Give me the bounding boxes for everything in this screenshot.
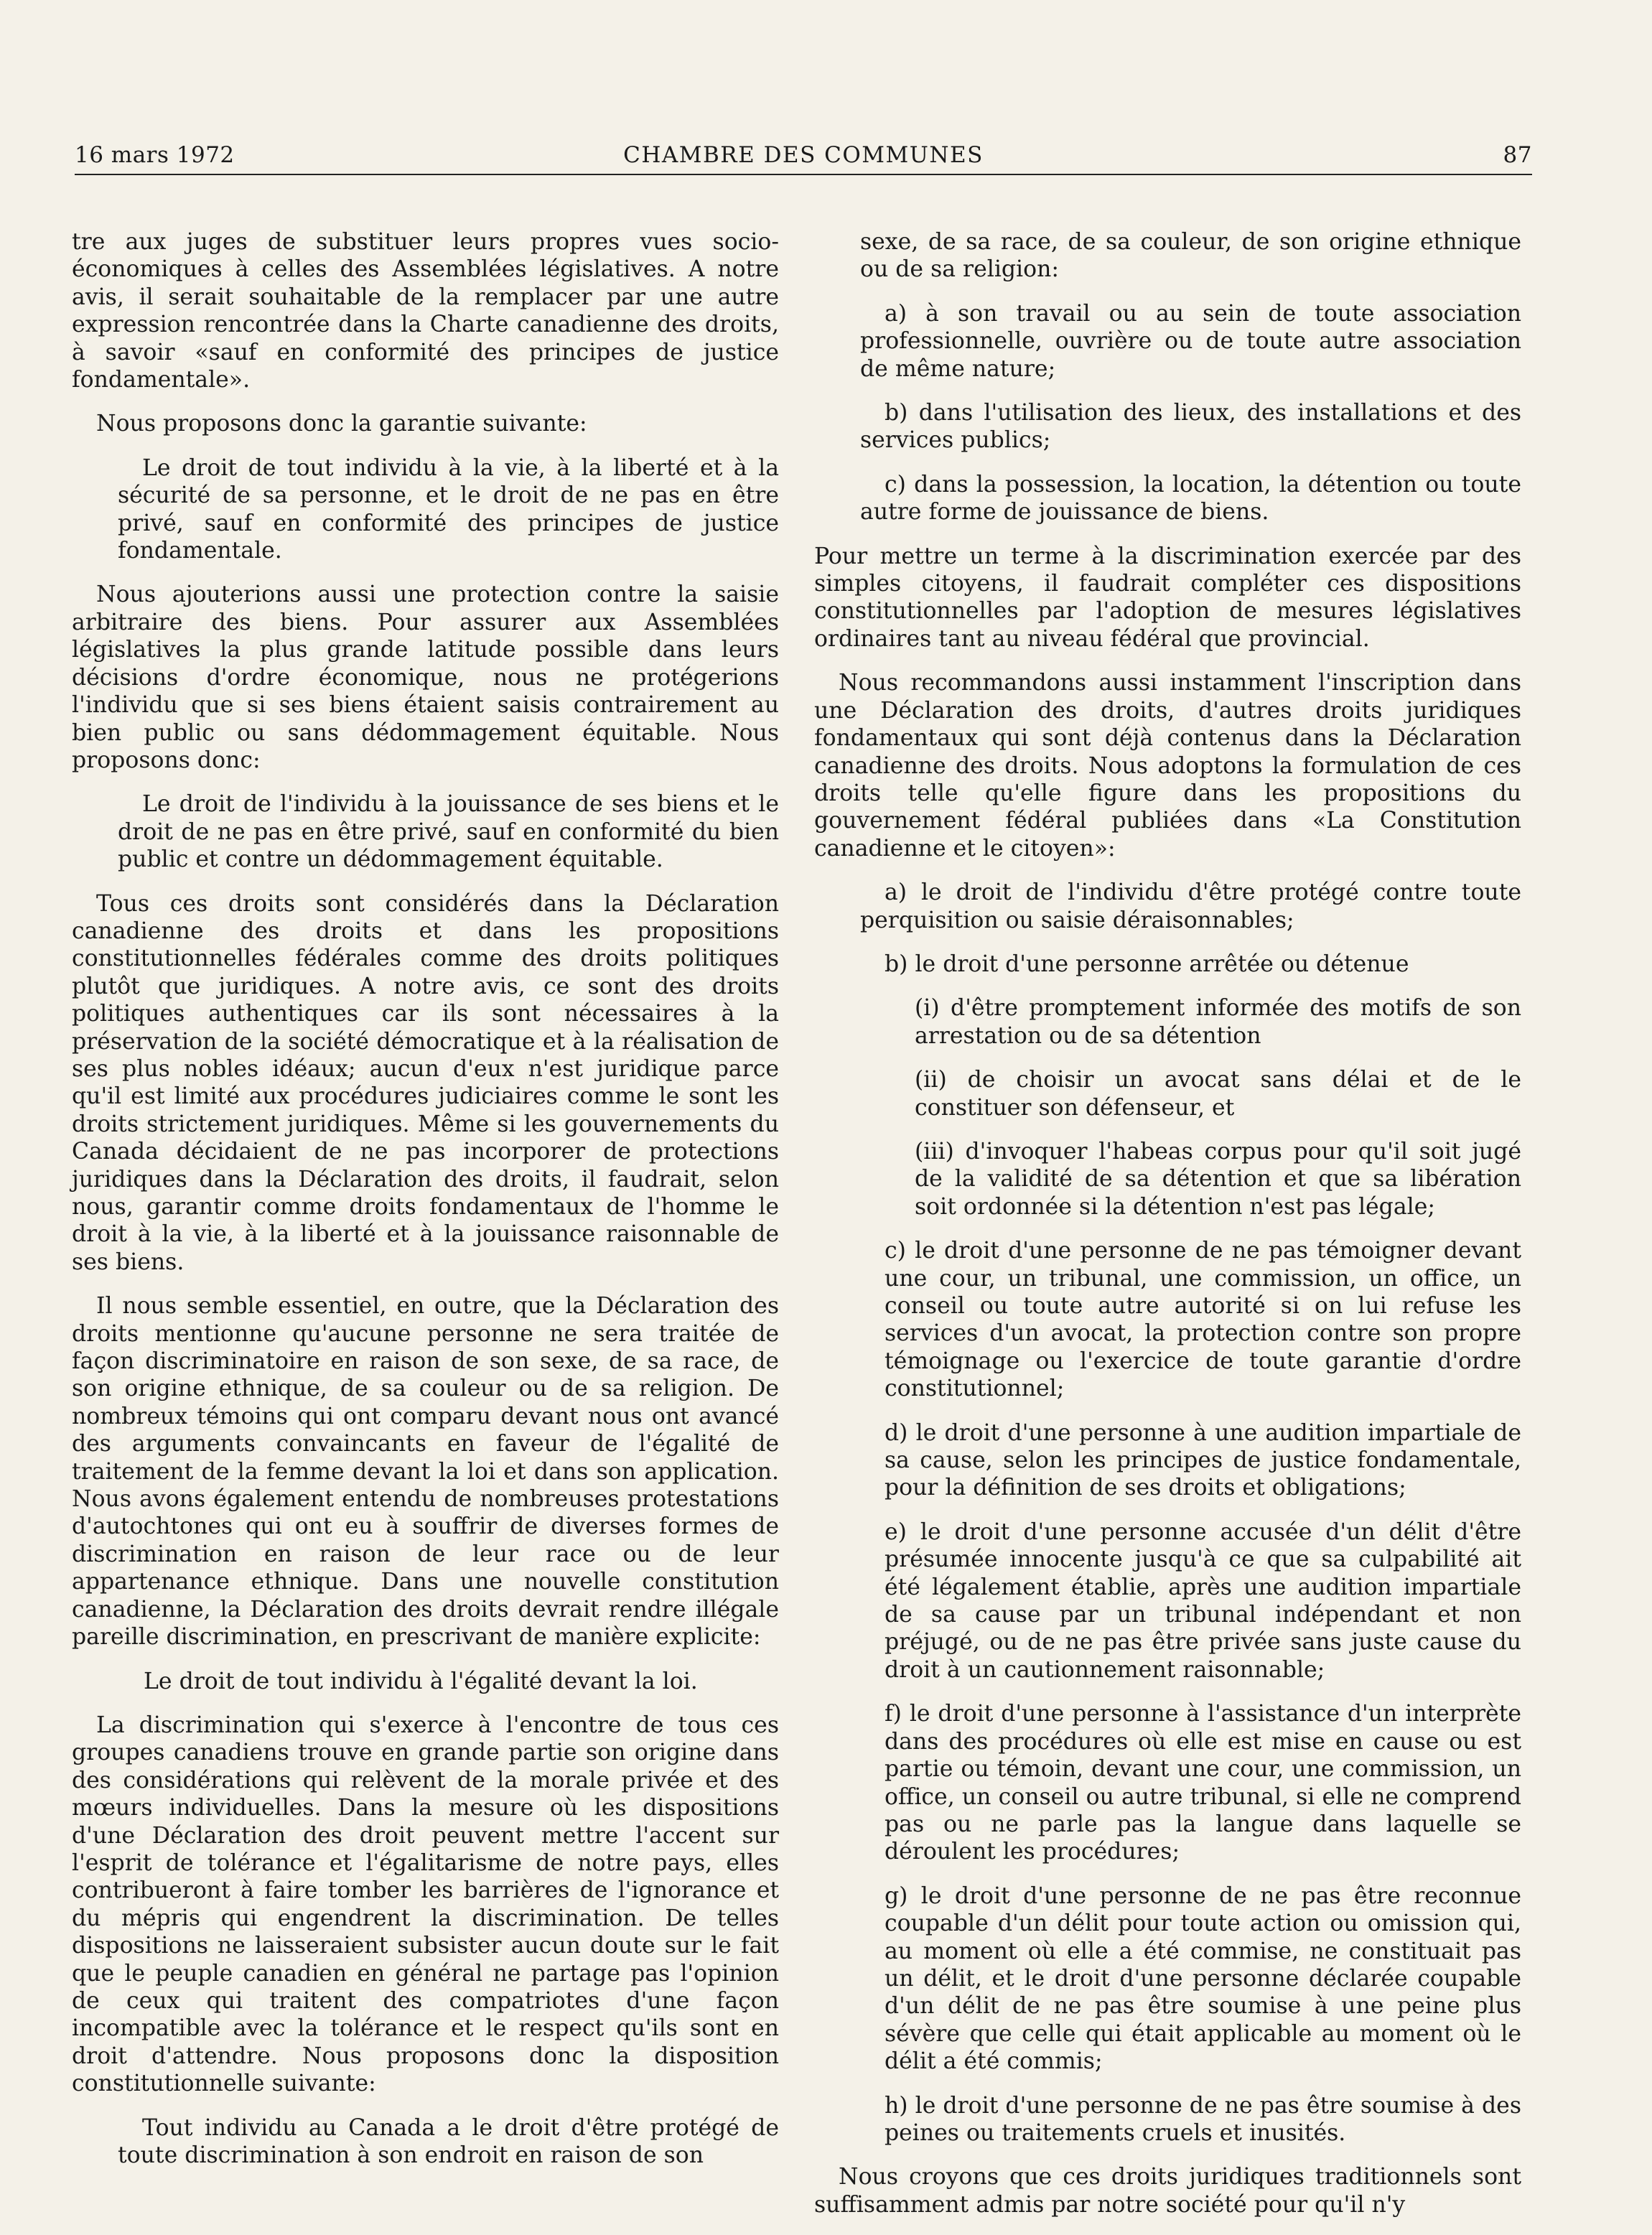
page-header: [75, 142, 1532, 175]
list-item: f) le droit d'une personne à l'assistance d'un interprète dans des procédures où elle est mise en cause ou est partie ou témoin, devant une cour, une commission, un office, un conseil ou autre tribunal, si elle ne comprend pas ou ne parle pas la langue dans laquelle se déroulent les procédures;: [885, 1701, 1521, 1865]
list-subitem: (iii) d'invoquer l'habeas corpus pour qu'il soit jugé de la validité de sa détention et que sa libération soit ordonnée si la détention n'est pas légale;: [915, 1138, 1521, 1220]
header-title: CHAMBRE DES COMMUNES: [623, 142, 984, 168]
right-column: [814, 228, 1521, 2235]
paragraph: La discrimination qui s'exerce à l'encontre de tous ces groupes canadiens trouve en grande partie son origine dans des considérations qui relèvent de la morale privée et des mœurs individuelles. Dans la mesure où les dispositions d'une Déclaration des droit peuvent mettre l'accent sur l'esprit de tolérance et l'égalitarisme de notre pays, elles contribueront à faire tomber les barrières de l'ignorance et du mépris qui engendrent la discrimination. De telles dispositions ne laisseraient subsister aucun doute sur le fait que le peuple canadien en général ne partage pas l'opinion de ceux qui traitent des compatriotes d'une façon incompatible avec la tolérance et le respect qu'ils sont en droit d'attendre. Nous proposons donc la disposition constitutionnelle suivante:: [72, 1712, 779, 2097]
quoted-provision: Le droit de tout individu à la vie, à la liberté et à la sécurité de sa personne, et le droit de ne pas en être privé, sauf en conformité des principes de justice fondamentale.: [118, 454, 779, 564]
list-item: d) le droit d'une personne à une audition impartiale de sa cause, selon les principes de justice fondamentale, pour la définition de ses droits et obligations;: [885, 1419, 1521, 1501]
paragraph: Tous ces droits sont considérés dans la Déclaration canadienne des droits et dans les propositions constitutionnelles fédérales comme des droits politiques plutôt que juridiques. A notre avis, ce sont des droits politiques authentiques car ils sont nécessaires à la préservation de la société démocratique et à la réalisation de ses plus nobles idéaux; aucun d'eux n'est juridique parce qu'il est limité aux procédures judiciaires comme le sont les droits strictement juridiques. Même si les gouvernements du Canada décidaient de ne pas incorporer de protections juridiques dans la Déclaration des droits, il faudrait, selon nous, garantir comme droits fondamentaux de l'homme le droit à la vie, à la liberté et à la jouissance raisonnable de ses biens.: [72, 890, 779, 1275]
list-item: a) à son travail ou au sein de toute association professionnelle, ouvrière ou de toute autre association de même nature;: [860, 300, 1521, 382]
quoted-provision: Tout individu au Canada a le droit d'être protégé de toute discrimination à son endroit en raison de son: [118, 2114, 779, 2168]
list-subitem: (i) d'être promptement informée des motifs de son arrestation ou de sa détention: [915, 995, 1521, 1049]
left-column: [72, 228, 779, 2185]
list-item: h) le droit d'une personne de ne pas être soumise à des peines ou traitements cruels et inusités.: [885, 2092, 1521, 2146]
paragraph: Nous ajouterions aussi une protection contre la saisie arbitraire des biens. Pour assurer aux Assemblées législatives la plus grande latitude possible dans leurs décisions d'ordre économique, nous ne protégerions l'individu que si ses biens étaient saisis contrairement au bien public ou sans dédommagement équitable. Nous proposons donc:: [72, 582, 779, 773]
paragraph: Nous recommandons aussi instamment l'inscription dans une Déclaration des droits, d'autres droits juridiques fondamentaux qui sont déjà contenus dans la Déclaration canadienne des droits. Nous adoptons la formulation de ces droits telle qu'elle figure dans les propositions du gouvernement fédéral publiées dans «La Constitution canadienne et le citoyen»:: [814, 670, 1521, 862]
list-item: a) le droit de l'individu d'être protégé contre toute perquisition ou saisie déraisonnables;: [860, 879, 1521, 933]
paragraph: Pour mettre un terme à la discrimination exercée par des simples citoyens, il faudrait compléter ces dispositions constitutionnelles par l'adoption de mesures législatives ordinaires tant au niveau fédéral que provincial.: [814, 543, 1521, 652]
paragraph: tre aux juges de substituer leurs propres vues socio-économiques à celles des Assemblées législatives. A notre avis, il serait souhaitable de la remplacer par une autre expression rencontrée dans la Charte canadienne des droits, à savoir «sauf en conformité des principes de justice fondamentale».: [72, 229, 779, 393]
list-item: g) le droit d'une personne de ne pas être reconnue coupable d'un délit pour toute action ou omission qui, au moment où elle a été commise, ne constituait pas un délit, et le droit d'une personne déclarée coupable d'un délit de ne pas être soumise à une peine plus sévère que celle qui était applicable au moment où le délit a été commis;: [885, 1882, 1521, 2075]
paragraph: Nous croyons que ces droits juridiques traditionnels sont suffisamment admis par notre société pour qu'il n'y: [814, 2164, 1521, 2218]
page-number: 87: [1503, 142, 1532, 168]
paragraph: Nous proposons donc la garantie suivante:: [96, 411, 587, 437]
list-subitem: (ii) de choisir un avocat sans délai et de le constituer son défenseur, et: [915, 1067, 1521, 1121]
list-item: c) dans la possession, la location, la détention ou toute autre forme de jouissance de biens.: [860, 471, 1521, 526]
list-item: b) dans l'utilisation des lieux, des installations et des services publics;: [860, 400, 1521, 454]
list-item: e) le droit d'une personne accusée d'un délit d'être présumée innocente jusqu'à ce que sa culpabilité ait été légalement établie, après une audition impartiale de sa cause par un tribunal indépendant et non préjugé, ou de ne pas être privée sans juste cause du droit à un cautionnement raisonnable;: [885, 1518, 1521, 1683]
list-item: c) le droit d'une personne de ne pas témoigner devant une cour, un tribunal, une commission, un office, un conseil ou toute autre autorité si on lui refuse les services d'un avocat, la protection contre son propre témoignage ou l'exercice de toute garantie d'ordre constitutionnel;: [885, 1238, 1521, 1402]
list-item: b) le droit d'une personne arrêtée ou détenue: [885, 951, 1409, 977]
quoted-provision: Le droit de tout individu à l'égalité devant la loi.: [144, 1668, 698, 1694]
quoted-provision: Le droit de l'individu à la jouissance de ses biens et le droit de ne pas en être privé, sauf en conformité du bien public et contre un dédommagement équitable.: [118, 791, 779, 873]
quoted-provision: sexe, de sa race, de sa couleur, de son origine ethnique ou de sa religion:: [860, 229, 1521, 283]
paragraph: Il nous semble essentiel, en outre, que la Déclaration des droits mentionne qu'aucune personne ne sera traitée de façon discriminatoire en raison de son sexe, de sa race, de son origine ethnique, de sa couleur ou de sa religion. De nombreux témoins qui ont comparu devant nous ont avancé des arguments convaincants en faveur de l'égalité de traitement de la femme devant la loi et dans son application. Nous avons également entendu de nombreuses protestations d'autochtones qui ont eu à souffrir de diverses formes de discrimination en raison de leur race ou de leur appartenance ethnique. Dans une nouvelle constitution canadienne, la Déclaration des droits devrait rendre illégale pareille discrimination, en prescrivant de manière explicite:: [72, 1293, 779, 1651]
header-date: 16 mars 1972: [75, 142, 235, 168]
